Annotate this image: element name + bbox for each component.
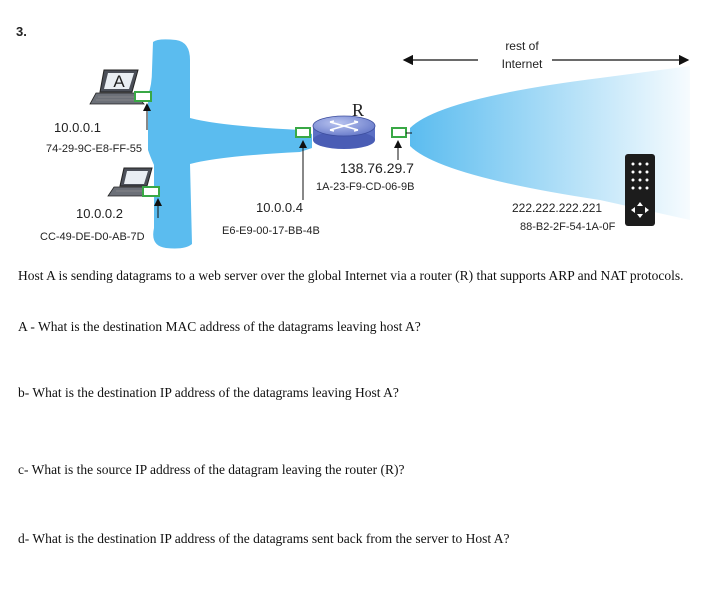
router-icon: [313, 116, 375, 149]
router-wan-ip: 138.76.29.7: [340, 160, 414, 176]
intro-text: Host A is sending datagrams to a web server over the global Internet via a router (R) that supports ARP and NAT protocols.: [18, 268, 684, 283]
server-mac: 88-B2-2F-54-1A-0F: [520, 221, 616, 233]
router-wan-mac: 1A-23-F9-CD-06-9B: [316, 181, 415, 193]
host-a-letter: A: [113, 72, 125, 91]
host-2-interface: [143, 187, 159, 196]
server-icon: [625, 154, 655, 226]
network-diagram: [0, 0, 709, 260]
host-a-mac: 74-29-9C-E8-FF-55: [46, 143, 142, 155]
router-lan-mac: E6-E9-00-17-BB-4B: [222, 225, 320, 237]
host-2-mac: CC-49-DE-D0-AB-7D: [40, 231, 145, 243]
router-lan-ip: 10.0.0.4: [256, 200, 303, 215]
lan-network: [148, 39, 312, 248]
question-b: b- What is the destination IP address of the datagrams leaving Host A?: [18, 385, 399, 400]
router-lan-interface: [296, 128, 310, 137]
problem-number: 3.: [16, 24, 27, 39]
host-2-ip: 10.0.0.2: [76, 206, 123, 221]
host-a-interface: [135, 92, 151, 101]
router-wan-interface: [392, 128, 406, 137]
server-ip: 222.222.222.221: [512, 201, 603, 215]
question-c: c- What is the source IP address of the datagram leaving the router (R)?: [18, 462, 405, 477]
internet-label-line2: Internet: [501, 57, 543, 71]
question-d: d- What is the destination IP address of the datagrams sent back from the server to Host A?: [18, 531, 510, 546]
internet-label-line1: rest of: [505, 39, 539, 53]
router-letter: R: [352, 100, 365, 120]
host-a-ip: 10.0.0.1: [54, 120, 101, 135]
question-a: A - What is the destination MAC address of the datagrams leaving host A?: [18, 319, 421, 334]
